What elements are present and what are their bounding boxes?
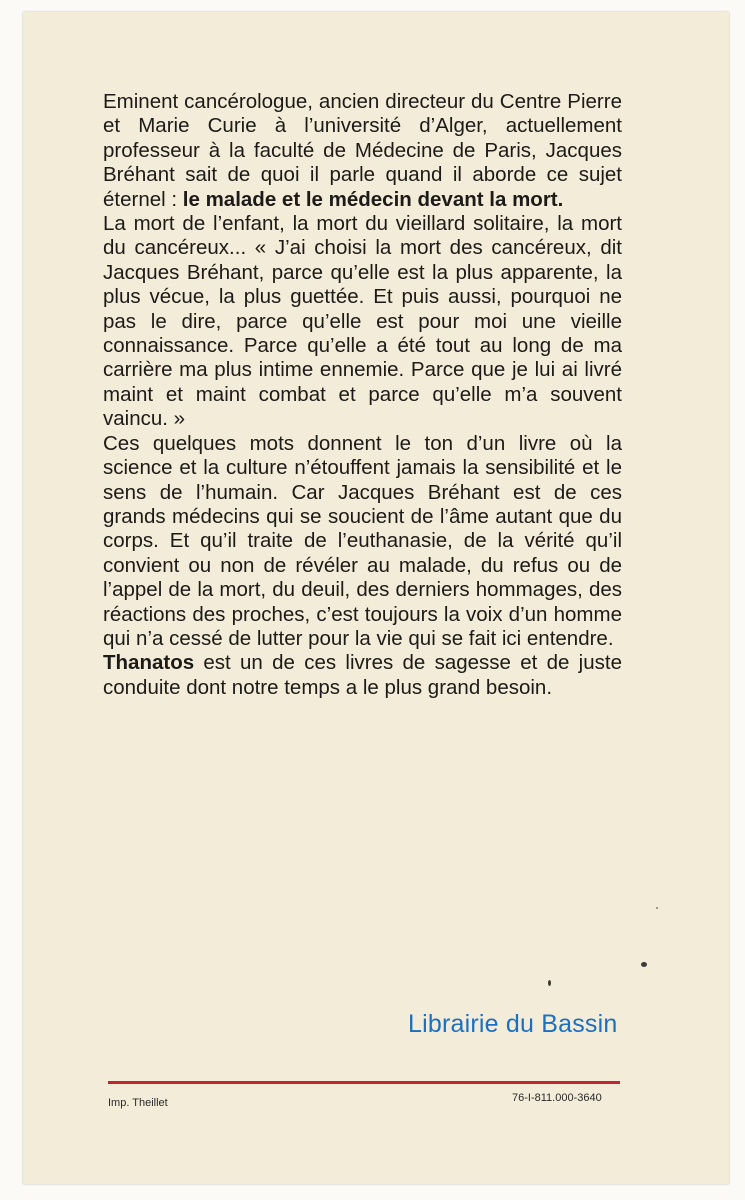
blurb-p4-text: est un de ces livres de sagesse et de juste conduite dont notre temps a le plus grand besoin. (103, 651, 622, 699)
blurb-paragraph-4 (103, 651, 622, 700)
blurb-paragraph-1 (103, 90, 622, 212)
blurb-p4-bold: Thanatos (103, 651, 195, 675)
bookseller-stamp: Librairie du Bassin (408, 1010, 618, 1038)
blurb-p3-text: Ces quelques mots donnent le ton d’un livre où la science et la culture n’étouffent jamais la sensibilité et le sens de l’humain. Car Jacques Bréhant est de ces grands médecins qui se soucient de l’âme autant que du corps. Et qu’il traite de l’euthanasie, de la vérité qu’il convient ou non de révéler au malade, du refus ou de l’appel de la mort, du deuil, des derniers hommages, des réactions des proches, c’est toujours la voix d’un homme qui n’a cessé de lutter pour la vie qui se fait ici entendre. (103, 431, 622, 650)
blurb-paragraph-3 (103, 432, 622, 652)
printer-name: Imp. Theillet (108, 1097, 168, 1109)
footer-red-rule (108, 1081, 620, 1084)
blurb-p1-bold: le malade et le médecin devant la mort. (182, 187, 564, 211)
paper-speck (641, 962, 647, 967)
catalog-code: 76-I-811.000-3640 (512, 1092, 602, 1104)
back-cover-blurb (103, 90, 622, 700)
blurb-p2-text: La mort de l’enfant, la mort du vieillard solitaire, la mort du cancéreux... « J’ai choisi la mort des cancéreux, dit Jacques Bréhant, parce qu’elle est la plus apparente, la plus vécue, la plus guettée. Et puis aussi, pourquoi ne pas le dire, parce qu’elle est pour moi une vieille connaissance. Parce qu’elle a été tout au long de ma carrière ma plus intime ennemie. Parce que je lui ai livré maint et maint combat et parce qu’elle m’a souvent vaincu. » (103, 212, 622, 431)
blurb-paragraph-2 (103, 212, 622, 432)
paper-speck (656, 907, 658, 909)
blurb-p1-text: Eminent cancérologue, ancien directeur du Centre Pierre et Marie Curie à l’université d’Alger, actuellement professeur à la faculté de Médecine de Paris, Jacques Bréhant sait de quoi il parle quand il aborde ce sujet éternel : (103, 90, 622, 211)
paper-speck (548, 980, 551, 986)
